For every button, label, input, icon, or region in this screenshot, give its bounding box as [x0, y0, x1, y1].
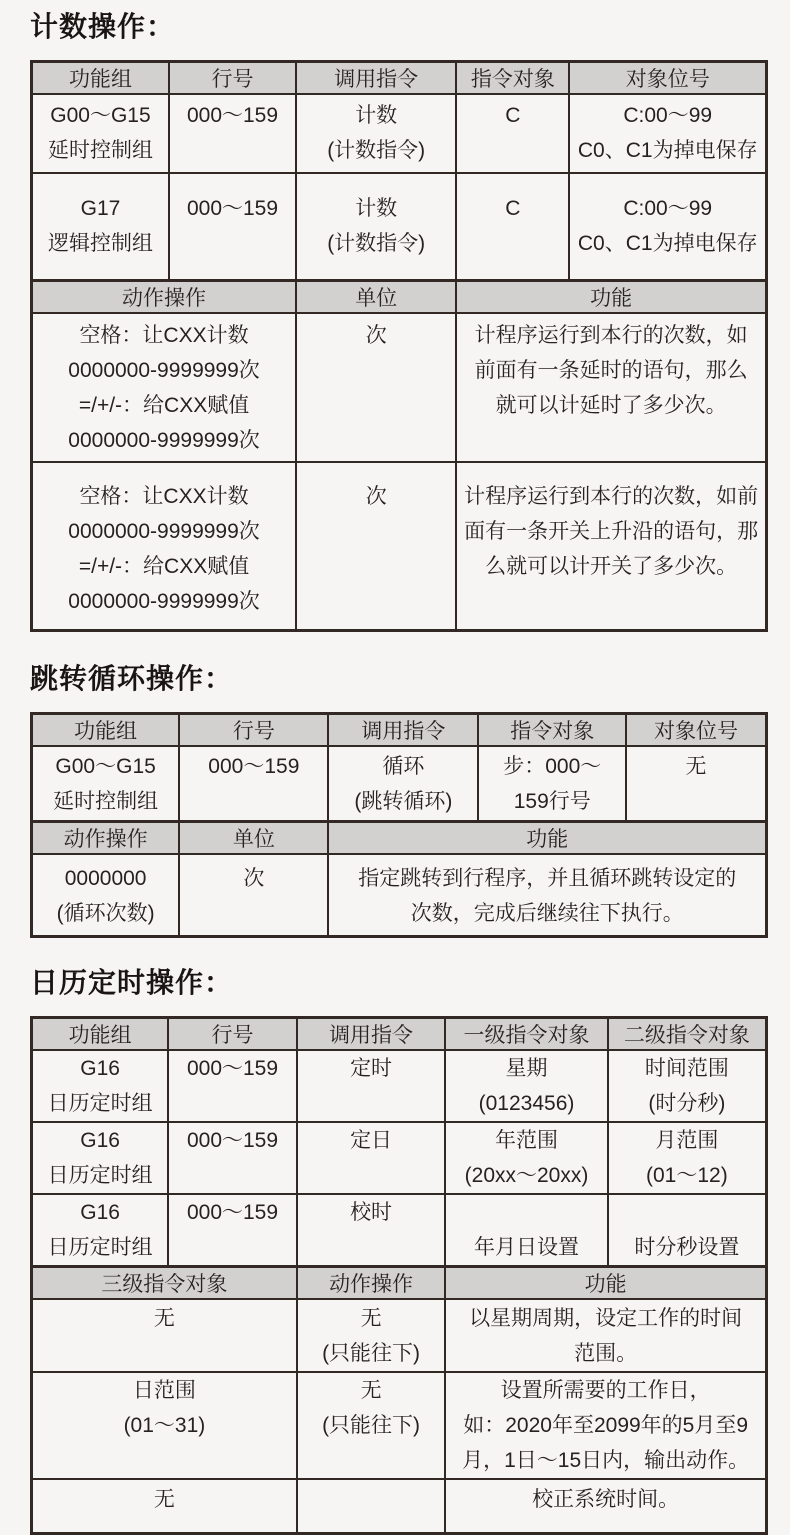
header-cell: 动作操作: [32, 821, 180, 854]
table-cell: 计程序运行到本行的次数，如前 面有一条开关上升沿的语句，那 么就可以计开关了多少次。: [456, 462, 766, 631]
table-row: [32, 94, 767, 173]
table-row: [32, 313, 767, 462]
table-cell: [297, 1479, 445, 1533]
table-cell: 000～159: [179, 746, 328, 821]
table-row: [32, 1194, 767, 1267]
table-header-row: [32, 714, 767, 747]
jump-loop-table: [30, 712, 768, 938]
header-cell: 单位: [296, 280, 456, 313]
table-cell: 无: [626, 746, 766, 821]
table-cell: 计程序运行到本行的次数，如 前面有一条延时的语句，那么 就可以计延时了多少次。: [456, 313, 766, 462]
table-cell: 无: [32, 1479, 297, 1533]
table-header-row: [32, 280, 767, 313]
table-cell: G16 日历定时组: [32, 1122, 169, 1194]
table-cell: 定时: [297, 1050, 445, 1122]
header-cell: 指令对象: [456, 62, 569, 95]
header-cell: 功能: [328, 821, 766, 854]
table-cell: 年月日设置: [445, 1194, 607, 1267]
header-cell: 动作操作: [297, 1267, 445, 1300]
header-cell: 行号: [169, 62, 296, 95]
table-cell: 步：000～ 159行号: [478, 746, 626, 821]
header-cell: 调用指令: [296, 62, 456, 95]
table-cell: 定日: [297, 1122, 445, 1194]
table-row: [32, 1299, 767, 1372]
table-cell: 月范围 (01～12): [608, 1122, 767, 1194]
table-cell: 指定跳转到行程序，并且循环跳转设定的 次数，完成后继续往下执行。: [328, 854, 766, 937]
counting-table: [30, 60, 768, 632]
table-header-row: [32, 1018, 767, 1051]
header-cell: 对象位号: [569, 62, 766, 95]
table-cell: 空格：让CXX计数 0000000-9999999次 =/+/-：给CXX赋值 0000000-9999999次: [32, 313, 297, 462]
table-cell: 时间范围 (时分秒): [608, 1050, 767, 1122]
table-cell: C:00～99 C0、C1为掉电保存: [569, 94, 766, 173]
section-jump-loop: [30, 662, 768, 938]
table-cell: 次: [179, 854, 328, 937]
table-cell: C: [456, 94, 569, 173]
calendar-timer-table: [30, 1016, 768, 1535]
table-cell: 日范围 (01～31): [32, 1372, 297, 1479]
table-cell: 年范围 (20xx～20xx): [445, 1122, 607, 1194]
table-row: [32, 1372, 767, 1479]
table-cell: G00～G15 延时控制组: [32, 94, 169, 173]
table-header-row: [32, 62, 767, 95]
table-cell: G00～G15 延时控制组: [32, 746, 180, 821]
table-row: [32, 173, 767, 280]
table-cell: 无: [32, 1299, 297, 1372]
header-cell: 功能组: [32, 62, 169, 95]
table-row: [32, 854, 767, 937]
table-cell: 设置所需要的工作日， 如：2020年至2099年的5月至9 月，1日～15日内，输出动作。: [445, 1372, 766, 1479]
table-row: [32, 462, 767, 631]
table-cell: 以星期周期，设定工作的时间 范围。: [445, 1299, 766, 1372]
header-cell: 动作操作: [32, 280, 297, 313]
section-title-calendar-timer: 日历定时操作：: [30, 967, 234, 998]
table-cell: 000～159: [168, 1050, 297, 1122]
table-cell: G16 日历定时组: [32, 1050, 169, 1122]
header-cell: 行号: [179, 714, 328, 747]
table-cell: 星期 (0123456): [445, 1050, 607, 1122]
header-cell: 功能组: [32, 714, 180, 747]
section-counting: [30, 10, 768, 632]
header-cell: 单位: [179, 821, 328, 854]
table-cell: G17 逻辑控制组: [32, 173, 169, 280]
table-header-row: [32, 821, 767, 854]
section-title-counting: 计数操作：: [30, 11, 176, 42]
table-cell: 0000000 (循环次数): [32, 854, 180, 937]
header-cell: 行号: [168, 1018, 297, 1051]
table-cell: 000～159: [169, 94, 296, 173]
table-cell: 计数 (计数指令): [296, 173, 456, 280]
table-cell: 空格：让CXX计数 0000000-9999999次 =/+/-：给CXX赋值 0000000-9999999次: [32, 462, 297, 631]
header-cell: 功能: [445, 1267, 766, 1300]
table-cell: 校时: [297, 1194, 445, 1267]
header-cell: 指令对象: [478, 714, 626, 747]
table-cell: 000～159: [169, 173, 296, 280]
table-cell: C:00～99 C0、C1为掉电保存: [569, 173, 766, 280]
table-row: [32, 1479, 767, 1533]
table-cell: 000～159: [168, 1122, 297, 1194]
table-row: [32, 746, 767, 821]
section-title-jump-loop: 跳转循环操作：: [30, 663, 234, 694]
header-cell: 一级指令对象: [445, 1018, 607, 1051]
header-cell: 功能: [456, 280, 766, 313]
table-cell: 000～159: [168, 1194, 297, 1267]
table-row: [32, 1122, 767, 1194]
table-cell: 次: [296, 462, 456, 631]
table-cell: 校正系统时间。: [445, 1479, 766, 1533]
table-cell: 循环 (跳转循环): [328, 746, 478, 821]
table-cell: 次: [296, 313, 456, 462]
header-cell: 二级指令对象: [608, 1018, 767, 1051]
table-header-row: [32, 1267, 767, 1300]
header-cell: 调用指令: [328, 714, 478, 747]
table-cell: 无 (只能往下): [297, 1372, 445, 1479]
table-cell: 无 (只能往下): [297, 1299, 445, 1372]
header-cell: 功能组: [32, 1018, 169, 1051]
table-cell: G16 日历定时组: [32, 1194, 169, 1267]
header-cell: 对象位号: [626, 714, 766, 747]
table-cell: C: [456, 173, 569, 280]
header-cell: 调用指令: [297, 1018, 445, 1051]
table-row: [32, 1050, 767, 1122]
section-calendar-timer: [30, 966, 768, 1535]
table-cell: 时分秒设置: [608, 1194, 767, 1267]
header-cell: 三级指令对象: [32, 1267, 297, 1300]
table-cell: 计数 (计数指令): [296, 94, 456, 173]
